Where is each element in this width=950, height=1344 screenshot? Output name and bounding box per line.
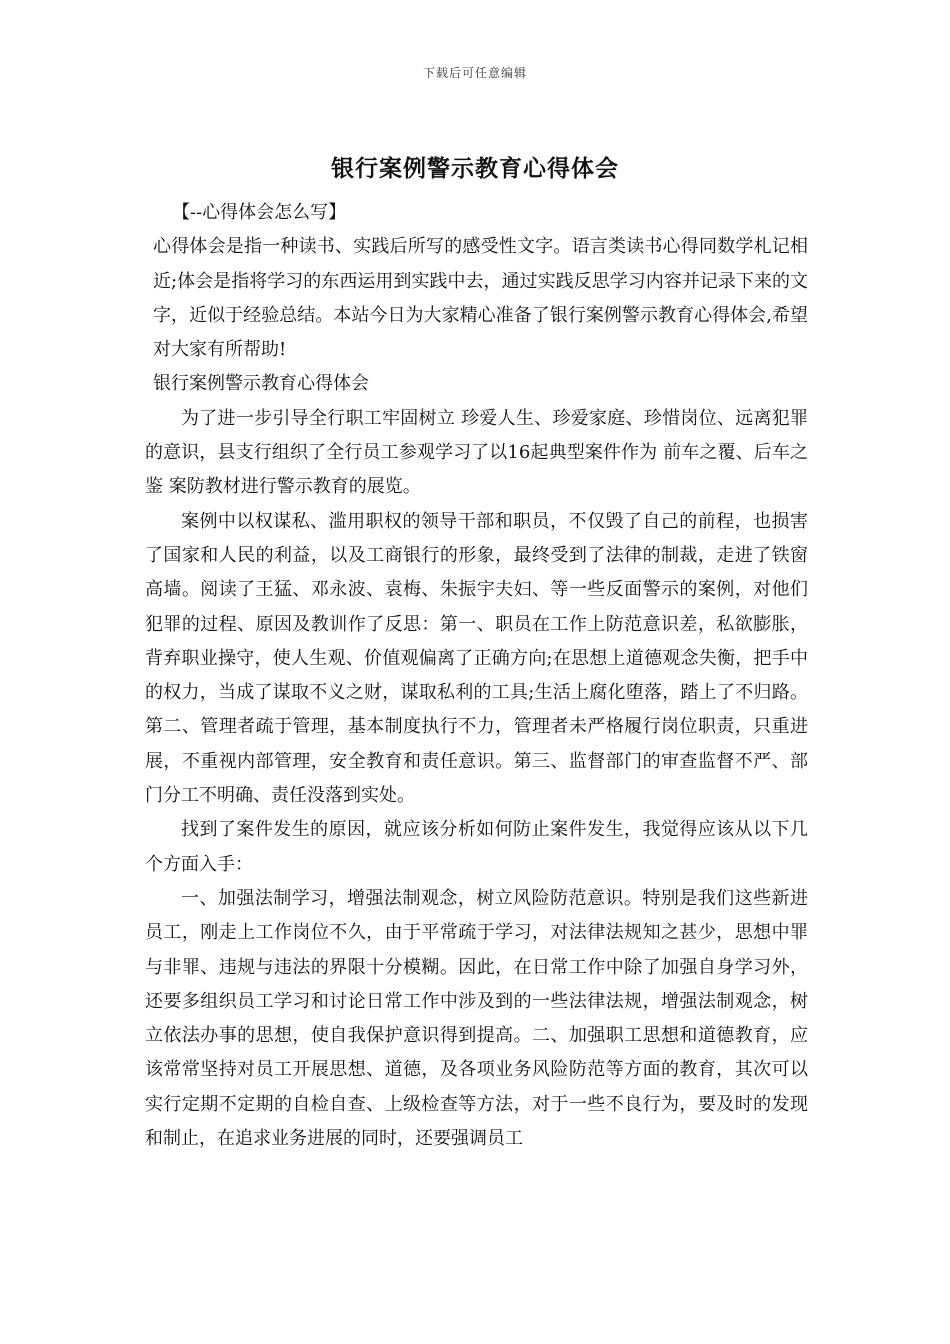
- document-title: 银行案例警示教育心得体会: [331, 155, 619, 182]
- body-paragraph: 一、加强法制学习，增强法制观念，树立风险防范意识。特别是我们这些新进员工，刚走上工作岗位不久，由于平常疏于学习，对法律法规知之甚少，思想中罪与非罪、违规与违法的界限十分模糊。因此，在日常工作中除了加强自身学习外，还要多组织员工学习和讨论日常工作中涉及到的一些法律法规，增强法制观念，树立依法办事的思想，使自我保护意识得到提高。二、加强职工思想和道德教育，应该常常坚持对员工开展思想、道德，及各项业务风险防范等方面的教育，其次可以实行定期不定期的自检自查、上级检查等方法，对于一些不良行为，要及时的发现和制止，在追求业务进展的同时，还要强调员工: [145, 887, 808, 1150]
- document-body: [145, 196, 808, 1156]
- body-paragraph: 找到了案件发生的原因，就应该分析如何防止案件发生，我觉得应该从以下几个方面入手：: [145, 819, 808, 875]
- section-label: 【--心得体会怎么写】: [172, 202, 347, 223]
- header-note: 下载后可任意编辑: [422, 66, 527, 80]
- article-subtitle: 银行案例警示教育心得体会: [153, 373, 369, 395]
- body-paragraph: 案例中以权谋私、滥用职权的领导干部和职员，不仅毁了自己的前程，也损害了国家和人民的利益，以及工商银行的形象，最终受到了法律的制裁，走进了铁窗高墙。阅读了王猛、邓永波、袁梅、朱振宇夫妇、等一些反面警示的案例，对他们犯罪的过程、原因及教训作了反思：第一、职员在工作上防范意识差，私欲膨胀，背弃职业操守，使人生观、价值观偏离了正确方向;在思想上道德观念失衡，把手中的权力，当成了谋取不义之财，谋取私利的工具;生活上腐化堕落，踏上了不归路。第二、管理者疏于管理，基本制度执行不力，管理者未严格履行岗位职责，只重进展，不重视内部管理，安全教育和责任意识。第三、监督部门的审查监督不严、部门分工不明确、责任没落到实处。: [145, 510, 808, 807]
- body-paragraph: 为了进一步引导全行职工牢固树立 珍爱人生、珍爱家庭、珍惜岗位、远离犯罪 的意识，县支行组织了全行员工参观学习了以16起典型案件作为 前车之覆、后车之鉴 案防教材进行警示教育的展览。: [145, 407, 808, 498]
- intro-paragraph: 心得体会是指一种读书、实践后所写的感受性文字。语言类读书心得同数学札记相近;体会是指将学习的东西运用到实践中去，通过实践反思学习内容并记录下来的文字，近似于经验总结。本站今日为大家精心准备了银行案例警示教育心得体会,希望对大家有所帮助!: [153, 236, 808, 361]
